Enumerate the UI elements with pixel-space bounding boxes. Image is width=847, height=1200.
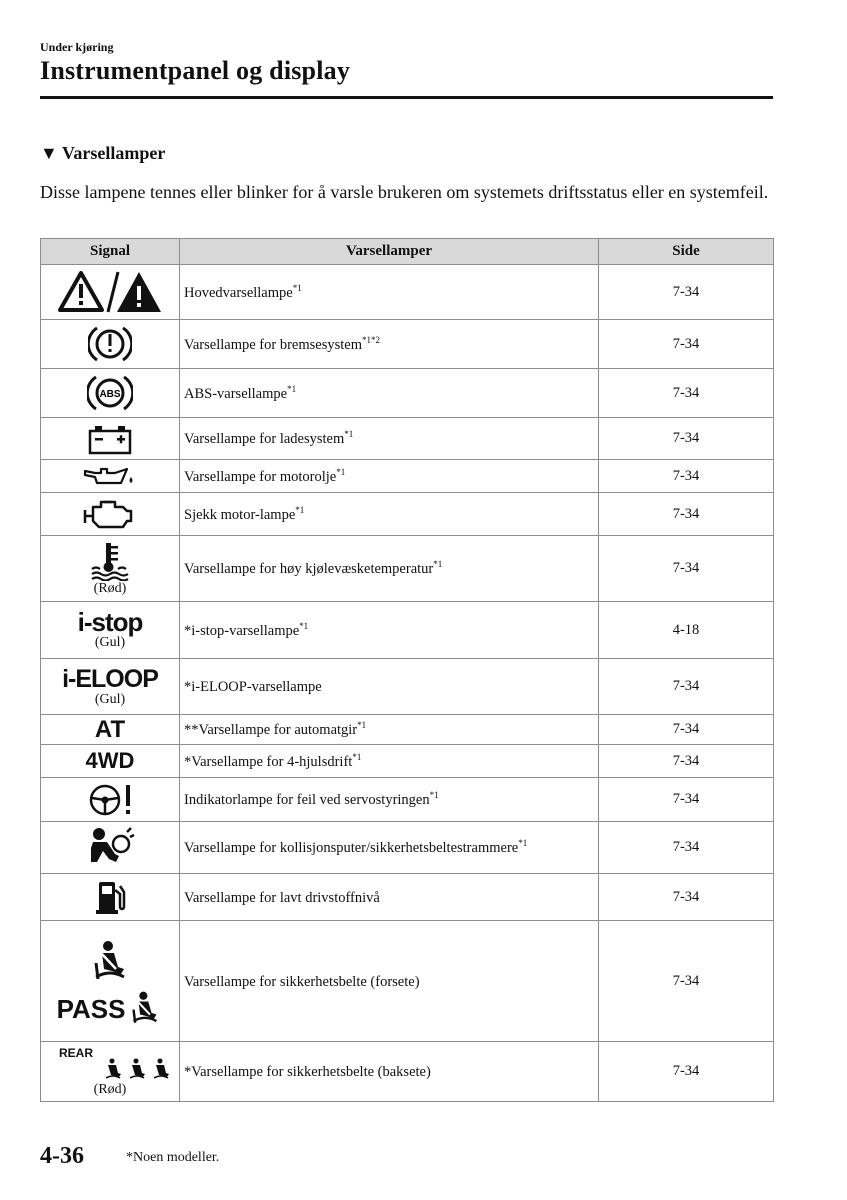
rear-seatbelt-center-icon: [130, 1058, 145, 1078]
signal-cell: [41, 460, 180, 493]
passenger-seatbelt-group: [45, 989, 175, 1023]
rear-seatbelt-right-icon: [154, 1058, 169, 1078]
subsection-title: Varsellamper: [62, 143, 166, 163]
table-row: [41, 659, 774, 715]
column-header-signal: Signal: [41, 239, 180, 265]
i-eloop-icon: i-ELOOP: [62, 664, 158, 693]
table-row: [41, 418, 774, 460]
i-stop-icon: i-stop: [77, 607, 143, 637]
column-header-page: Side: [599, 239, 774, 265]
signal-cell: [41, 602, 180, 659]
check-engine-icon: [81, 497, 139, 531]
rear-seatbelt-left-icon: [106, 1058, 121, 1078]
description-cell: Varsellampe for motorolje$^{*1}$: [180, 460, 599, 493]
table-row: [41, 265, 774, 320]
page-cell: 7-34: [599, 715, 774, 745]
signal-cell: [41, 921, 180, 1042]
page-cell: 7-34: [599, 265, 774, 320]
page-cell: 4-18: [599, 602, 774, 659]
description-cell: *Varsellampe for 4-hjulsdrift$^{*1}$: [180, 745, 599, 778]
description-cell: *i-stop-varsellampe$^{*1}$: [180, 602, 599, 659]
description-cell: *i-ELOOP-varsellampe: [180, 659, 599, 715]
page-number: 4-36: [40, 1143, 84, 1169]
signal-cell: [41, 778, 180, 822]
signal-cell: [41, 659, 180, 715]
abs-icon: [87, 373, 133, 413]
intro-paragraph: Disse lampene tennes eller blinker for å varsle brukeren om systemets driftsstatus eller en systemfeil.: [40, 182, 769, 202]
at-icon: AT: [94, 715, 126, 743]
table-row: [41, 874, 774, 921]
signal-cell: [41, 369, 180, 418]
oil-can-icon: [81, 463, 139, 489]
signal-cell: [41, 493, 180, 536]
rear-seatbelt-icons: [103, 1058, 173, 1080]
description-cell: Varsellampe for høy kjølevæsketemperatur$^{*1}$: [180, 536, 599, 602]
color-note: (Gul): [94, 691, 126, 707]
page-cell: 7-34: [599, 536, 774, 602]
signal-cell: [41, 418, 180, 460]
page-cell: 7-34: [599, 320, 774, 369]
page-cell: 7-34: [599, 1042, 774, 1102]
description-cell: *Varsellampe for sikkerhetsbelte (baksete): [180, 1042, 599, 1102]
description-cell: Varsellampe for lavt drivstoffnivå: [180, 874, 599, 921]
description-cell: Varsellampe for bremsesystem$^{*1*2}$: [180, 320, 599, 369]
section-label: Under kjøring: [40, 40, 114, 54]
signal-cell: [41, 874, 180, 921]
table-row: [41, 460, 774, 493]
battery-icon: [86, 423, 134, 455]
coolant-temperature-icon: [88, 541, 132, 581]
page-title: Instrumentpanel og display: [40, 56, 351, 85]
warning-lights-table: [40, 238, 774, 1102]
master-warning-icon: [58, 268, 162, 316]
4wd-icon: 4WD: [85, 748, 135, 773]
table-row: [41, 493, 774, 536]
page-cell: 7-34: [599, 822, 774, 874]
table-header-row: [41, 239, 774, 265]
table-row: [41, 602, 774, 659]
page-cell: 7-34: [599, 369, 774, 418]
page-cell: 7-34: [599, 745, 774, 778]
fuel-pump-icon: [90, 878, 130, 916]
color-note: (Rød): [93, 580, 127, 596]
table-row: [41, 536, 774, 602]
footnote: *Noen modeller.: [126, 1150, 220, 1165]
description-cell: Varsellampe for sikkerhetsbelte (forsete): [180, 921, 599, 1042]
description-cell: Varsellampe for ladesystem$^{*1}$: [180, 418, 599, 460]
abs-label: ABS: [99, 389, 121, 400]
signal-cell: [41, 1042, 180, 1102]
brake-system-icon: [88, 324, 132, 364]
airbag-icon: [85, 826, 135, 870]
table-row: [41, 778, 774, 822]
signal-cell: [41, 715, 180, 745]
page-cell: 7-34: [599, 659, 774, 715]
title-divider: [40, 96, 773, 99]
table-row: [41, 822, 774, 874]
column-header-warning-lights: Varsellamper: [180, 239, 599, 265]
description-cell: Indikatorlampe for feil ved servostyringen$^{*1}$: [180, 778, 599, 822]
color-note: (Rød): [93, 1081, 127, 1097]
table-row: [41, 715, 774, 745]
page-cell: 7-34: [599, 874, 774, 921]
rear-label: REAR: [59, 1045, 94, 1060]
page-cell: 7-34: [599, 778, 774, 822]
seatbelt-driver-icon: [88, 939, 132, 983]
signal-cell: [41, 320, 180, 369]
table-row: [41, 320, 774, 369]
triangle-marker-icon: ▼: [40, 143, 58, 163]
table-row: [41, 1042, 774, 1102]
signal-cell: [41, 536, 180, 602]
signal-cell: [41, 265, 180, 320]
table-row: [41, 369, 774, 418]
page-cell: 7-34: [599, 493, 774, 536]
signal-cell: [41, 822, 180, 874]
table-row: [41, 921, 774, 1042]
description-cell: **Varsellampe for automatgir$^{*1}$: [180, 715, 599, 745]
power-steering-icon: [85, 782, 135, 818]
description-cell: Sjekk motor-lampe$^{*1}$: [180, 493, 599, 536]
signal-cell: [41, 745, 180, 778]
table-row: [41, 745, 774, 778]
description-cell: Varsellampe for kollisjonsputer/sikkerhetsbeltestrammere$^{*1}$: [180, 822, 599, 874]
subsection-heading: [40, 143, 165, 164]
rear-seatbelt-group: [45, 1046, 175, 1082]
description-cell: Hovedvarsellampe$^{*1}$: [180, 265, 599, 320]
page-cell: 7-34: [599, 921, 774, 1042]
pass-label: PASS: [56, 994, 126, 1024]
page-cell: 7-34: [599, 460, 774, 493]
color-note: (Gul): [94, 635, 126, 650]
page-cell: 7-34: [599, 418, 774, 460]
seatbelt-passenger-icon: [127, 989, 163, 1027]
description-cell: ABS-varsellampe$^{*1}$: [180, 369, 599, 418]
